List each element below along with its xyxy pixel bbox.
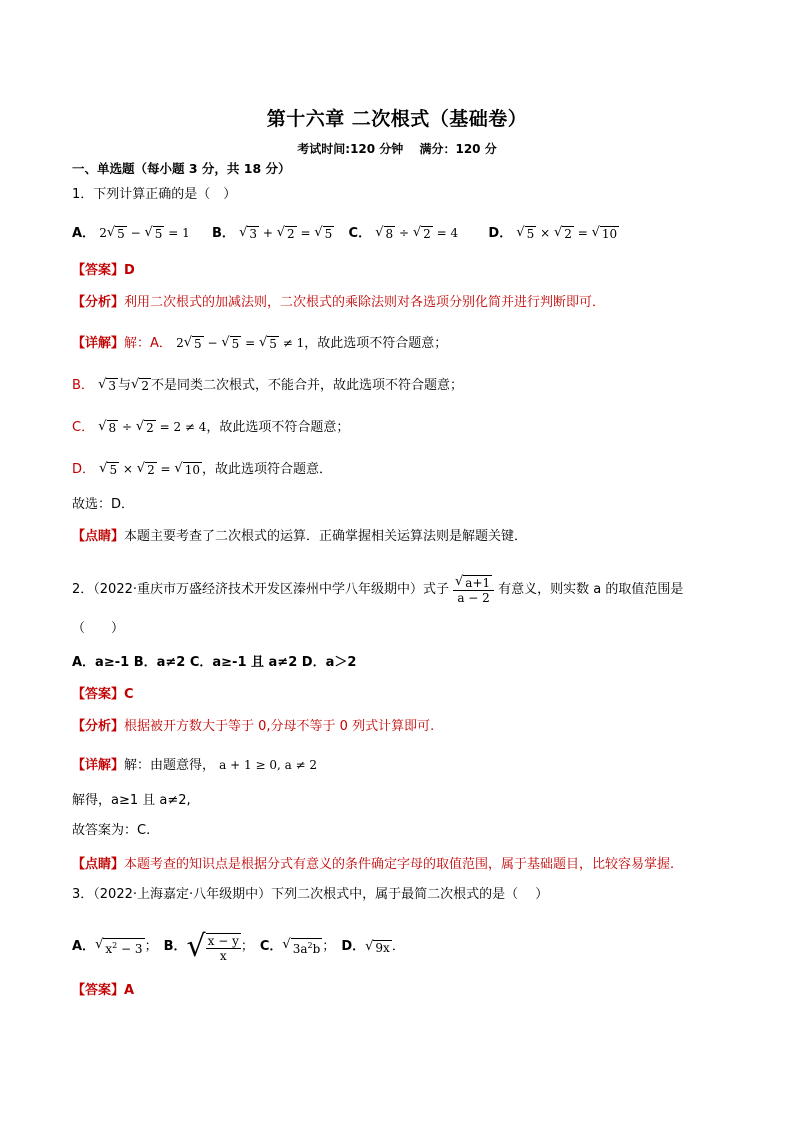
choose-text: 故选：D．: [72, 497, 135, 512]
answer-label: 【答案】: [72, 983, 125, 998]
separator: ；: [144, 939, 158, 954]
q2-solve: 解得，a≥1 且 a≠2,: [72, 793, 191, 808]
q2-stem-pre: 2．（2022·重庆市万盛经济技术开发区溱州中学八年级期中）式子: [72, 582, 449, 597]
option-a-expr: 2 √ 5 − √ 5 = 1: [99, 225, 190, 241]
detail-expr: a + 1 ≥ 0, a ≠ 2: [219, 758, 318, 772]
option-b-expr: √ 3 + √ 2 = √ 5: [239, 225, 333, 241]
question-3-stem: 3．（2022·上海嘉定·八年级期中）下列二次根式中，属于最简二次根式的是（ ）: [72, 887, 549, 902]
detail-a-tail: ，故此选项不符合题意；: [304, 336, 448, 351]
detail-d-label: D．: [72, 462, 96, 477]
q1-detail-c: [72, 418, 349, 437]
question-3-options: [72, 924, 405, 970]
q3-answer: [72, 982, 134, 1000]
detail-b-mid: 与: [118, 378, 132, 393]
q1-analysis: [72, 294, 605, 312]
q2-fraction: √ a+1 a − 2: [453, 575, 494, 605]
detail-b-expr2: √ 2: [131, 377, 149, 393]
q2-answer: [72, 686, 134, 704]
option-a-label: A．: [72, 226, 96, 241]
detail-b-expr1: √ 3: [98, 377, 116, 393]
comment-text: 本题考查的知识点是根据分式有意义的条件确定字母的取值范围，属于基础题目，比较容易掌握.: [124, 857, 675, 872]
q2-stem-post: 有意义，则实数 a 的取值范围是: [498, 582, 684, 597]
detail-b-tail: 不是同类二次根式，不能合并，故此选项不符合题意；: [150, 378, 463, 393]
comment-label: 【点睛】: [72, 529, 125, 544]
answer-value: A: [124, 983, 135, 998]
comment-label: 【点睛】: [72, 857, 125, 872]
analysis-label: 【分析】: [72, 719, 125, 734]
option-d-expr: √ 9x: [365, 939, 390, 955]
detail-d-tail: ，故此选项符合题意．: [201, 462, 332, 477]
q2-detail: [72, 756, 317, 775]
detail-c-label: C．: [72, 420, 95, 435]
option-d-expr: √ 5 × √ 2 = √ 10: [516, 225, 618, 241]
end-mark: ．: [391, 939, 405, 954]
answer-value: D: [124, 263, 135, 278]
q2-frac-num: a+1: [465, 576, 491, 590]
q2-paren: （ ）: [72, 621, 125, 636]
detail-b-label: B．: [72, 378, 94, 393]
analysis-text: 利用二次根式的加减法则，二次根式的乘除法则对各选项分别化简并进行判断即可．: [124, 295, 606, 310]
option-c-label: C．: [348, 226, 372, 241]
detail-label: 【详解】: [72, 758, 125, 773]
detail-d-expr: √ 5 × √ 2 = √ 10: [99, 461, 200, 477]
option-a-label: A．: [72, 939, 96, 954]
detail-prefix: 解：A．: [124, 336, 172, 351]
detail-label: 【详解】: [72, 336, 125, 351]
q2-comment: [72, 856, 674, 874]
page-title: 第十六章 二次根式（基础卷）: [266, 108, 528, 130]
q1-choose: [72, 496, 134, 514]
detail-c-tail: ，故此选项不符合题意；: [206, 420, 350, 435]
q2-analysis: [72, 718, 434, 736]
option-c-expr: √ $3a^2b$: [282, 937, 321, 957]
q2-conclude: 故答案为：C.: [72, 823, 151, 838]
exam-info: 考试时间:120 分钟 满分：120 分: [297, 142, 497, 156]
answer-label: 【答案】: [72, 687, 125, 702]
separator: ；: [240, 939, 254, 954]
option-d-label: D．: [341, 939, 366, 954]
q2-frac-den: a − 2: [457, 591, 490, 605]
q2-options: A．a≥-1 B．a≠2 C．a≥-1 且 a≠2 D．a＞2: [72, 655, 357, 670]
q1-detail-a: [72, 334, 447, 353]
q1-comment: [72, 528, 527, 546]
section-heading: 一、单选题（每小题 3 分，共 18 分）: [72, 161, 291, 176]
comment-text: 本题主要考查了二次根式的运算．正确掌握相关运算法则是解题关键．: [124, 529, 528, 544]
answer-label: 【答案】: [72, 263, 125, 278]
answer-value: C: [124, 687, 134, 702]
option-b-label: B．: [212, 226, 235, 241]
detail-prefix: 解：由题意得，: [124, 758, 216, 773]
option-b-expr: √ $\frac{x - y}{x}$: [186, 929, 239, 964]
detail-c-expr: √ 8 ÷ √ 2 = 2 ≠ 4: [98, 419, 207, 435]
question-1-options: [72, 224, 619, 243]
option-a-expr: √ $x^2 - 3$: [95, 937, 143, 957]
option-d-label: D．: [488, 226, 513, 241]
separator: ；: [322, 939, 336, 954]
q1-detail-b: [72, 376, 463, 395]
q1-answer: [72, 262, 135, 280]
question-2-stem: [72, 568, 683, 612]
option-c-expr: √ 8 ÷ √ 2 = 4: [375, 225, 459, 241]
detail-a-expr: 2 √ 5 − √ 5 = √ 5 ≠ 1: [176, 335, 305, 351]
analysis-label: 【分析】: [72, 295, 125, 310]
option-c-label: C．: [259, 939, 283, 954]
analysis-text: 根据被开方数大于等于 0,分母不等于 0 列式计算即可.: [124, 719, 435, 734]
q1-detail-d: [72, 460, 332, 479]
question-1-stem: 1．下列计算正确的是（ ）: [72, 187, 237, 202]
option-b-label: B．: [163, 939, 187, 954]
